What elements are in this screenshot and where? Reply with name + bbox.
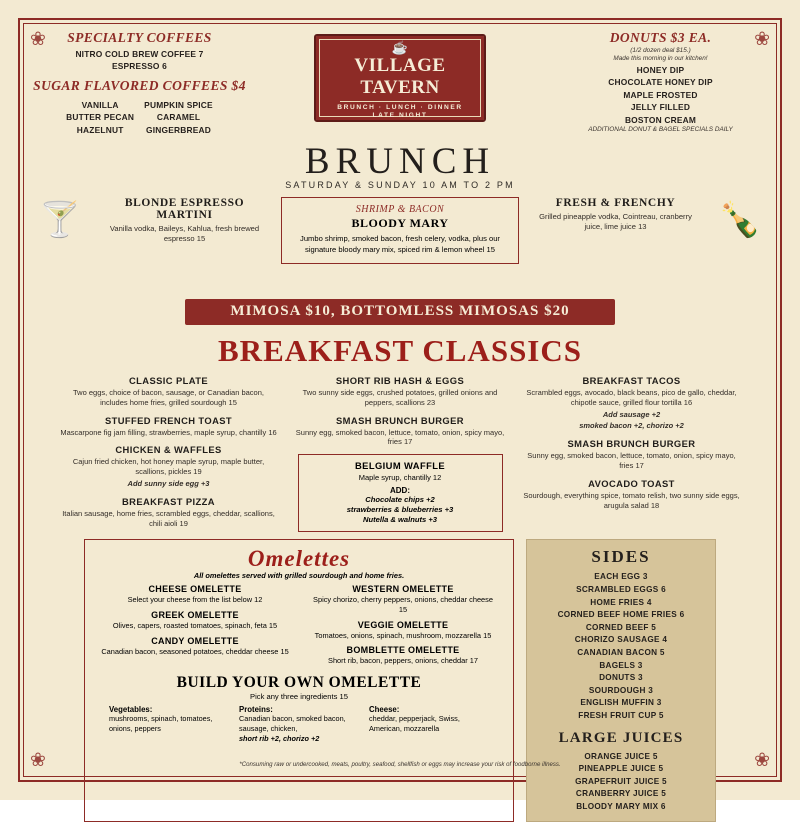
cocktail-bloody-mary: [281, 197, 519, 264]
classics-column-1: [56, 375, 281, 535]
dish-smash-brunch-burger: [288, 415, 513, 448]
dish-name: CLASSIC PLATE: [129, 375, 208, 386]
side-item: SCRAMBLED EGGS 6: [576, 584, 666, 594]
side-item: CANADIAN BACON 5: [577, 647, 665, 657]
cocktail-name: BLOODY MARY: [351, 216, 449, 230]
menu-content: [32, 30, 768, 811]
coffee-flavors-list: [32, 97, 247, 135]
classics-column-3: [519, 375, 744, 535]
dish-avocado-toast: [519, 478, 744, 511]
mimosa-banner: MIMOSA $10, BOTTOMLESS MIMOSAS $20: [185, 299, 615, 325]
cocktail-blonde-espresso-martini: [97, 197, 272, 244]
flavor-item: HAZELNUT: [76, 124, 124, 135]
dish-name: CHICKEN & WAFFLES: [115, 444, 222, 456]
flavor-item: BUTTER PECAN: [66, 112, 135, 122]
cocktails-row: [32, 197, 768, 293]
juice-item: CRANBERRY JUICE 5: [575, 789, 667, 799]
side-item: CORNED BEEF HOME FRIES 6: [557, 610, 685, 620]
dish-description: Sunny egg, smoked bacon, lettuce, tomato, onion, spicy mayo, fries 17: [527, 451, 736, 470]
omelettes-subtitle: All omelettes served with grilled sourdough and home fries.: [193, 571, 405, 581]
dish-description: Maple syrup, chantilly 12: [358, 473, 442, 483]
dish-belgium-waffle: [298, 454, 503, 532]
byo-group-label: Cheese:: [369, 704, 400, 714]
dish-name: BREAKFAST PIZZA: [122, 495, 215, 507]
donuts-note: (1/2 dozen deal $15.): [630, 47, 691, 54]
classics-column-2: [288, 375, 513, 535]
side-item: DONUTS 3: [599, 673, 643, 683]
donut-item: BOSTON CREAM: [624, 114, 697, 125]
dish-stuffed-french-toast: [56, 415, 281, 438]
omelette-candy: [95, 636, 295, 657]
omelette-name: VEGGIE OMELETTE: [357, 619, 449, 630]
byo-group-vegetables: [109, 705, 229, 743]
donut-item: CHOCOLATE HONEY DIP: [608, 77, 713, 87]
dish-description: Sourdough, everything spice, tomato relish, two sunny side eggs, arugula salad 18: [523, 490, 740, 510]
flavor-item: CARAMEL: [156, 112, 201, 122]
waffle-add-label: ADD:: [390, 485, 410, 495]
omelette-description: Olives, capers, roasted tomatoes, spinach, feta 15: [112, 620, 278, 630]
dish-name: SMASH BRUNCH BURGER: [567, 438, 696, 450]
byo-group-label: Proteins:: [239, 704, 273, 714]
dish-description: Sunny egg, smoked bacon, lettuce, tomato, onion, spicy mayo, fries 17: [295, 427, 505, 447]
corner-flourish-icon: ❀: [754, 29, 770, 50]
byo-group-proteins: [239, 705, 359, 743]
dish-name: AVOCADO TOAST: [588, 477, 675, 489]
donuts-section: [553, 30, 768, 133]
dish-name: STUFFED FRENCH TOAST: [104, 414, 233, 426]
side-item: SOURDOUGH 3: [588, 685, 654, 695]
flavor-item: VANILLA: [81, 99, 119, 110]
dish-addon: Add sausage +2: [602, 409, 661, 419]
sides-section: [526, 539, 716, 822]
omelette-name: CHEESE OMELETTE: [148, 584, 242, 595]
juice-item: ORANGE JUICE 5: [584, 751, 658, 761]
omelette-bomblette: [303, 645, 503, 666]
champagne-flute-icon: 🍾: [718, 201, 762, 239]
brunch-title-text: BRUNCH: [304, 141, 496, 182]
logo-tagline: BRUNCH · LUNCH · DINNER: [337, 104, 463, 111]
donut-item: HONEY DIP: [636, 64, 685, 75]
dish-name: SMASH BRUNCH BURGER: [336, 414, 464, 426]
omelette-western: [303, 584, 503, 614]
omelettes-columns: [95, 584, 503, 670]
omelettes-column-2: [303, 584, 503, 670]
cocktail-description: Vanilla vodka, Baileys, Kahlua, fresh brewed espresso 15: [109, 224, 260, 243]
waffle-addon: Nutella & walnuts +3: [362, 514, 438, 524]
donuts-footer: ADDITIONAL DONUT & BAGEL SPECIALS DAILY: [588, 125, 733, 133]
dish-chicken-and-waffles: [56, 444, 281, 488]
byo-group-emphasis: short rib +2, chorizo +2: [239, 733, 320, 743]
omelette-description: Canadian bacon, seasoned potatoes, cheddar cheese 15: [101, 646, 289, 656]
omelette-name: BOMBLETTE OMELETTE: [346, 645, 460, 656]
cocktail-name: FRESH & FRENCHY: [555, 197, 676, 209]
byo-group-label: Vegetables:: [109, 704, 153, 714]
build-your-own-title: BUILD YOUR OWN OMELETTE: [176, 673, 422, 691]
dish-name: BREAKFAST TACOS: [582, 375, 681, 386]
sides-title: SIDES: [591, 547, 651, 567]
coffee-cup-icon: ☕: [391, 40, 409, 55]
omelette-description: Select your cheese from the list below 12: [127, 595, 263, 605]
byo-group-items: mushrooms, spinach, tomatoes, onions, peppers: [109, 714, 213, 733]
dish-name: SHORT RIB HASH & EGGS: [335, 375, 465, 386]
side-item: CHORIZO SAUSAGE 4: [574, 635, 668, 645]
cocktail-fresh-and-frenchy: [528, 197, 703, 232]
build-your-own-columns: [95, 705, 503, 743]
bottom-row: [32, 539, 768, 822]
byo-group-cheese: [369, 705, 489, 743]
dish-name: BELGIUM WAFFLE: [355, 460, 445, 472]
waffle-addon: strawberries & blueberries +3: [346, 504, 454, 514]
donuts-title: DONUTS $3 EA.: [609, 30, 712, 45]
dish-smash-brunch-burger-alt: [519, 438, 744, 471]
donut-item: MAPLE FROSTED: [623, 89, 698, 100]
juice-item: GRAPEFRUIT JUICE 5: [575, 776, 667, 786]
dish-addon: Add sunny side egg +3: [127, 478, 210, 488]
breakfast-classics-title: BREAKFAST CLASSICS: [218, 333, 582, 368]
byo-group-items: Canadian bacon, smoked bacon, sausage, chicken,: [239, 714, 346, 733]
omelette-description: Short rib, bacon, peppers, onions, cheddar 17: [328, 656, 478, 666]
specialty-coffees-section: [32, 30, 247, 135]
corner-flourish-icon: ❀: [30, 750, 46, 771]
logo-tagline-secondary: LATE NIGHT: [372, 112, 428, 119]
sugar-flavored-coffees-title: SUGAR FLAVORED COFFEES $4: [33, 78, 246, 93]
donuts-note-secondary: Made this morning in our kitchen!: [613, 55, 708, 62]
omelette-veggie: [303, 620, 503, 641]
dish-description: Two eggs, choice of bacon, sausage, or Canadian bacon, includes home fries, grilled sourdough 15: [73, 388, 264, 407]
waffle-addon: Chocolate chips +2: [365, 494, 435, 504]
byo-group-items: cheddar, pepperjack, Swiss, American, mozzarella: [369, 714, 460, 733]
brunch-hours: SATURDAY & SUNDAY 10 AM TO 2 PM: [285, 180, 515, 190]
dish-description: Cajun fried chicken, hot honey maple syrup, maple butter, scallions, pickles 19: [72, 457, 265, 477]
corner-flourish-icon: ❀: [754, 750, 770, 771]
omelettes-column-1: [95, 584, 295, 670]
dish-description: Two sunny side eggs, crushed potatoes, grilled onions and peppers, scallions 23: [302, 388, 498, 407]
flavor-item: PUMPKIN SPICE: [144, 99, 213, 110]
side-item: BAGELS 3: [599, 660, 643, 670]
martini-glass-icon: 🍸: [38, 201, 82, 239]
corner-flourish-icon: ❀: [30, 29, 46, 50]
header-row: [32, 30, 768, 138]
dish-short-rib-hash-and-eggs: [288, 375, 513, 408]
large-juices-title: LARGE JUICES: [558, 729, 684, 746]
omelette-description: Spicy chorizo, cherry peppers, onions, cheddar cheese 15: [313, 595, 493, 614]
cocktail-description: Jumbo shrimp, smoked bacon, fresh celery, vodka, plus our signature bloody mary mix, spiced rim & lemon wheel 15: [300, 234, 500, 254]
omelettes-title: Omelettes: [247, 546, 351, 572]
build-your-own-subtitle: Pick any three ingredients 15: [250, 691, 348, 701]
coffee-item: NITRO COLD BREW COFFEE 7: [75, 48, 204, 59]
cocktail-name: BLONDE ESPRESSO MARTINI: [124, 197, 245, 221]
side-item: ENGLISH MUFFIN 3: [580, 698, 662, 708]
footnote: *Consuming raw or undercooked, meats, poultry, seafood, shellfish or eggs may increase your risk of foodborne illness.: [239, 761, 561, 768]
omelette-name: GREEK OMELETTE: [151, 609, 239, 620]
juice-item: BLOODY MARY MIX 6: [576, 801, 666, 811]
side-item: HOME FRIES 4: [590, 597, 652, 607]
omelette-name: WESTERN OMELETTE: [352, 584, 454, 595]
brunch-heading: [32, 140, 768, 190]
logo-divider: [340, 101, 460, 102]
omelette-greek: [95, 610, 295, 631]
omelette-description: Tomatoes, onions, spinach, mushroom, mozzarella 15: [314, 630, 492, 640]
dish-description: Scrambled eggs, avocado, black beans, pico de gallo, cheddar, chipotle sauce, grilled flour tortilla 16: [526, 388, 737, 407]
omelette-cheese: [95, 584, 295, 605]
specialty-coffees-title: SPECIALTY COFFEES: [67, 30, 212, 45]
side-item: EACH EGG 3: [594, 572, 648, 582]
cocktail-kicker: SHRIMP & BACON: [355, 204, 445, 215]
dish-description: Italian sausage, home fries, scrambled eggs, cheddar, scallions, chili aioli 19: [62, 508, 275, 528]
restaurant-logo: [314, 34, 486, 122]
dish-addon-secondary: smoked bacon +2, chorizo +2: [579, 421, 684, 431]
side-item: FRESH FRUIT CUP 5: [578, 710, 664, 720]
coffee-item: ESPRESSO 6: [111, 61, 168, 71]
restaurant-name: VILLAGE TAVERN: [354, 55, 446, 98]
dish-classic-plate: [56, 375, 281, 408]
omelette-name: CANDY OMELETTE: [151, 635, 239, 646]
flavor-item: GINGERBREAD: [145, 124, 212, 135]
dish-description: Mascarpone fig jam filling, strawberries, maple syrup, chantilly 16: [60, 427, 277, 437]
dish-breakfast-tacos: [519, 375, 744, 431]
cocktail-description: Grilled pineapple vodka, Cointreau, cranberry juice, lime juice 13: [539, 212, 692, 231]
omelettes-section: [84, 539, 514, 822]
donut-item: JELLY FILLED: [630, 102, 691, 112]
breakfast-classics-columns: [32, 375, 768, 535]
side-item: CORNED BEEF 5: [585, 622, 657, 632]
juice-item: PINEAPPLE JUICE 5: [578, 764, 664, 774]
dish-breakfast-pizza: [56, 496, 281, 529]
